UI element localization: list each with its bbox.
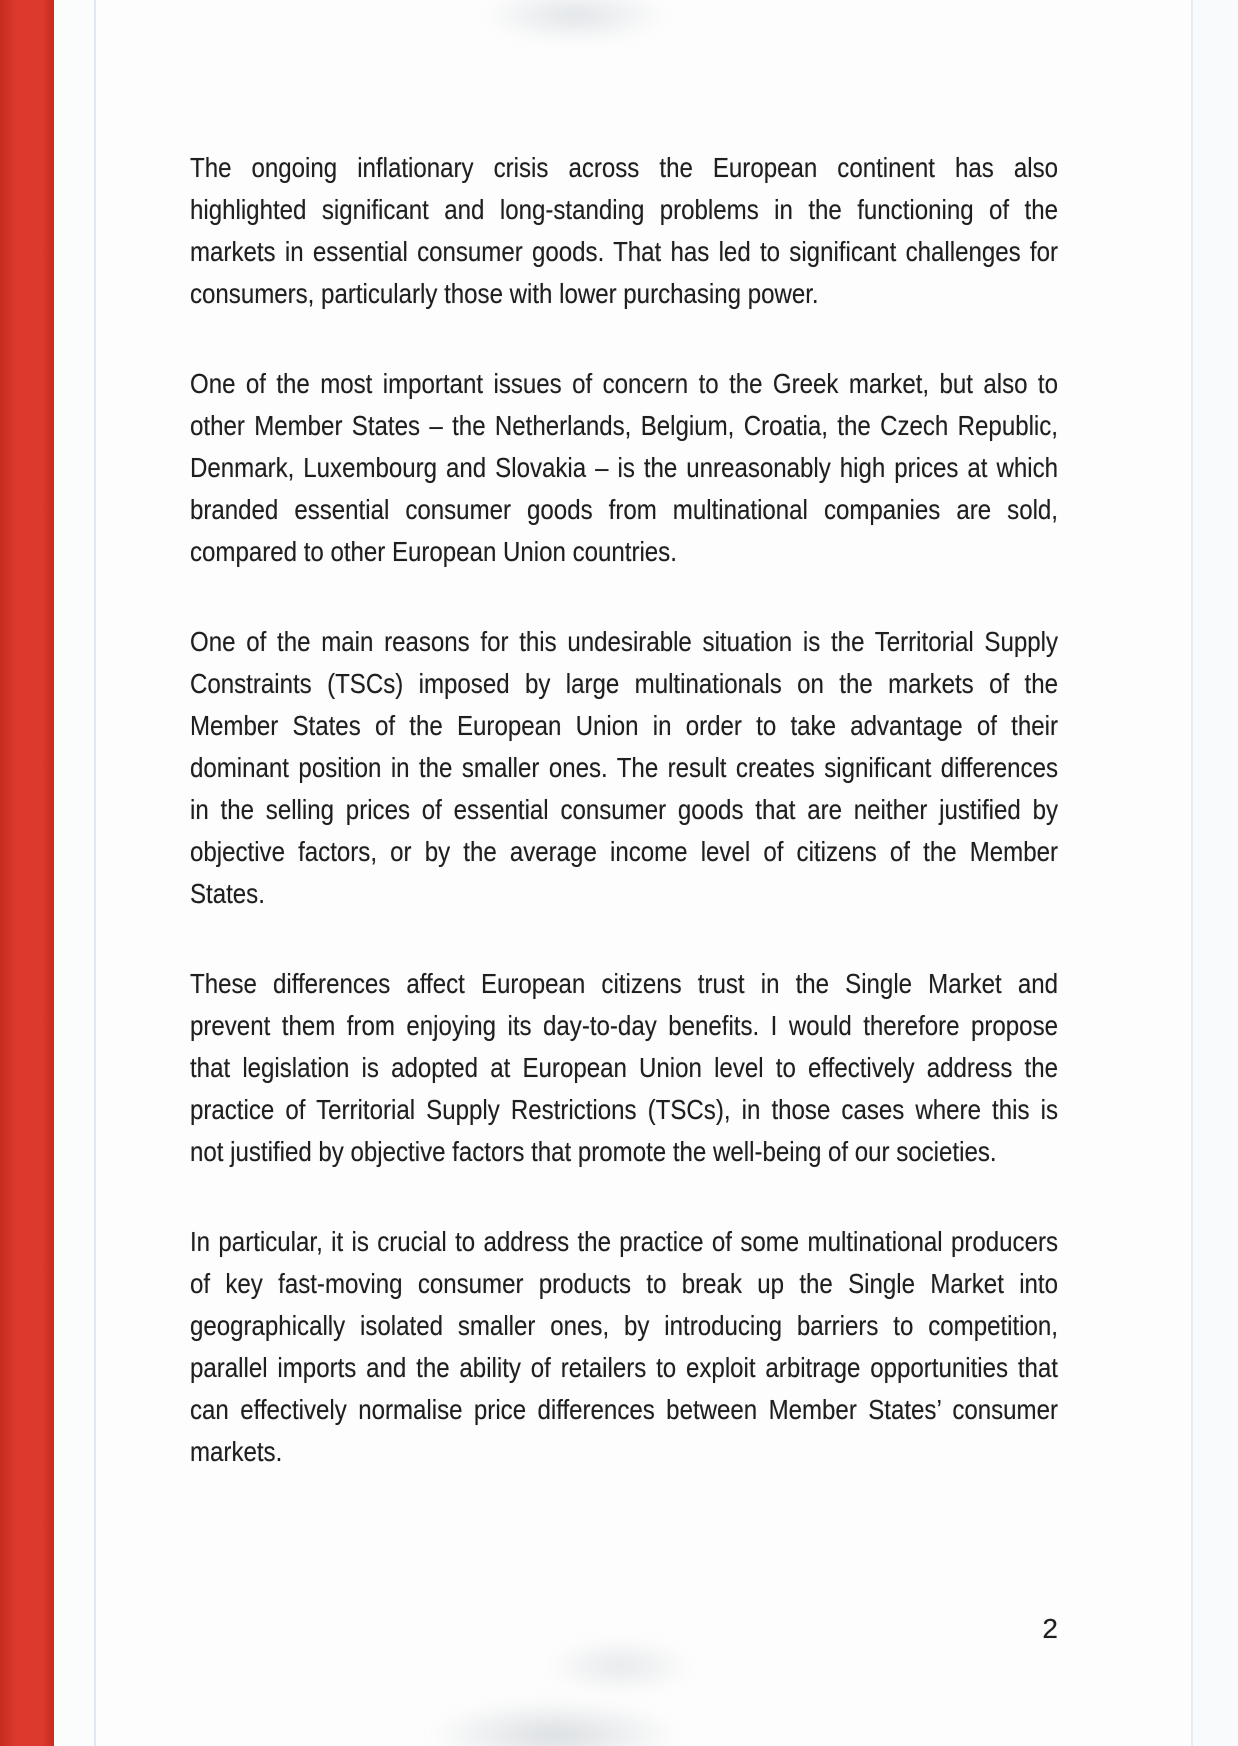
text-line: that legislation is adopted at European Union level to effectively address the — [190, 1052, 1058, 1083]
text-line: Member States of the European Union in order to take advantage of their — [190, 710, 1058, 741]
scan-gutter-left — [54, 0, 94, 1746]
text-line: geographically isolated smaller ones, by introducing barriers to competition, — [190, 1310, 1058, 1341]
text-line: The ongoing inflationary crisis across the European continent has also — [190, 152, 1058, 183]
text-line: markets in essential consumer goods. That has led to significant challenges for — [190, 236, 1058, 267]
text-line: other Member States – the Netherlands, Belgium, Croatia, the Czech Republic, — [190, 410, 1058, 441]
paragraph — [190, 621, 1058, 915]
text-line: practice of Territorial Supply Restrictions (TSCs), in those cases where this is — [190, 1094, 1058, 1125]
text-line: Denmark, Luxembourg and Slovakia – is the unreasonably high prices at which — [190, 452, 1058, 483]
text-line: objective factors, or by the average income level of citizens of the Member — [190, 836, 1058, 867]
text-line: branded essential consumer goods from multinational companies are sold, — [190, 494, 1058, 525]
document-body — [190, 147, 1058, 1473]
paragraph — [190, 1221, 1058, 1473]
text-line: One of the main reasons for this undesirable situation is the Territorial Supply — [190, 626, 1058, 657]
scan-margin-right — [1193, 0, 1238, 1746]
paragraph — [190, 147, 1058, 315]
scan-smudge-bottom — [430, 1700, 680, 1746]
text-line: Constraints (TSCs) imposed by large multinationals on the markets of the — [190, 668, 1058, 699]
text-line: compared to other European Union countries. — [190, 536, 677, 567]
text-line: in the selling prices of essential consumer goods that are neither justified by — [190, 794, 1058, 825]
scan-smudge-top — [480, 0, 670, 44]
text-line: In particular, it is crucial to address the practice of some multinational producers — [190, 1226, 1058, 1257]
text-line: can effectively normalise price differences between Member States’ consumer — [190, 1394, 1058, 1425]
text-line: States. — [190, 878, 265, 909]
text-line: markets. — [190, 1436, 283, 1467]
text-line: These differences affect European citizens trust in the Single Market and — [190, 968, 1058, 999]
paragraph — [190, 363, 1058, 573]
text-line: prevent them from enjoying its day-to-day benefits. I would therefore propose — [190, 1010, 1058, 1041]
text-line: dominant position in the smaller ones. The result creates significant differences — [190, 752, 1058, 783]
page-left-edge-line — [94, 0, 96, 1746]
page-number: 2 — [1042, 1613, 1058, 1644]
text-line: highlighted significant and long-standing problems in the functioning of the — [190, 194, 1058, 225]
text-line: parallel imports and the ability of retailers to exploit arbitrage opportunities that — [190, 1352, 1058, 1383]
text-line: not justified by objective factors that promote the well-being of our societies. — [190, 1136, 997, 1167]
text-line: consumers, particularly those with lower purchasing power. — [190, 278, 819, 309]
text-line: One of the most important issues of concern to the Greek market, but also to — [190, 368, 1058, 399]
text-line: of key fast-moving consumer products to break up the Single Market into — [190, 1268, 1058, 1299]
paragraph — [190, 963, 1058, 1173]
red-binder-edge — [0, 0, 54, 1746]
